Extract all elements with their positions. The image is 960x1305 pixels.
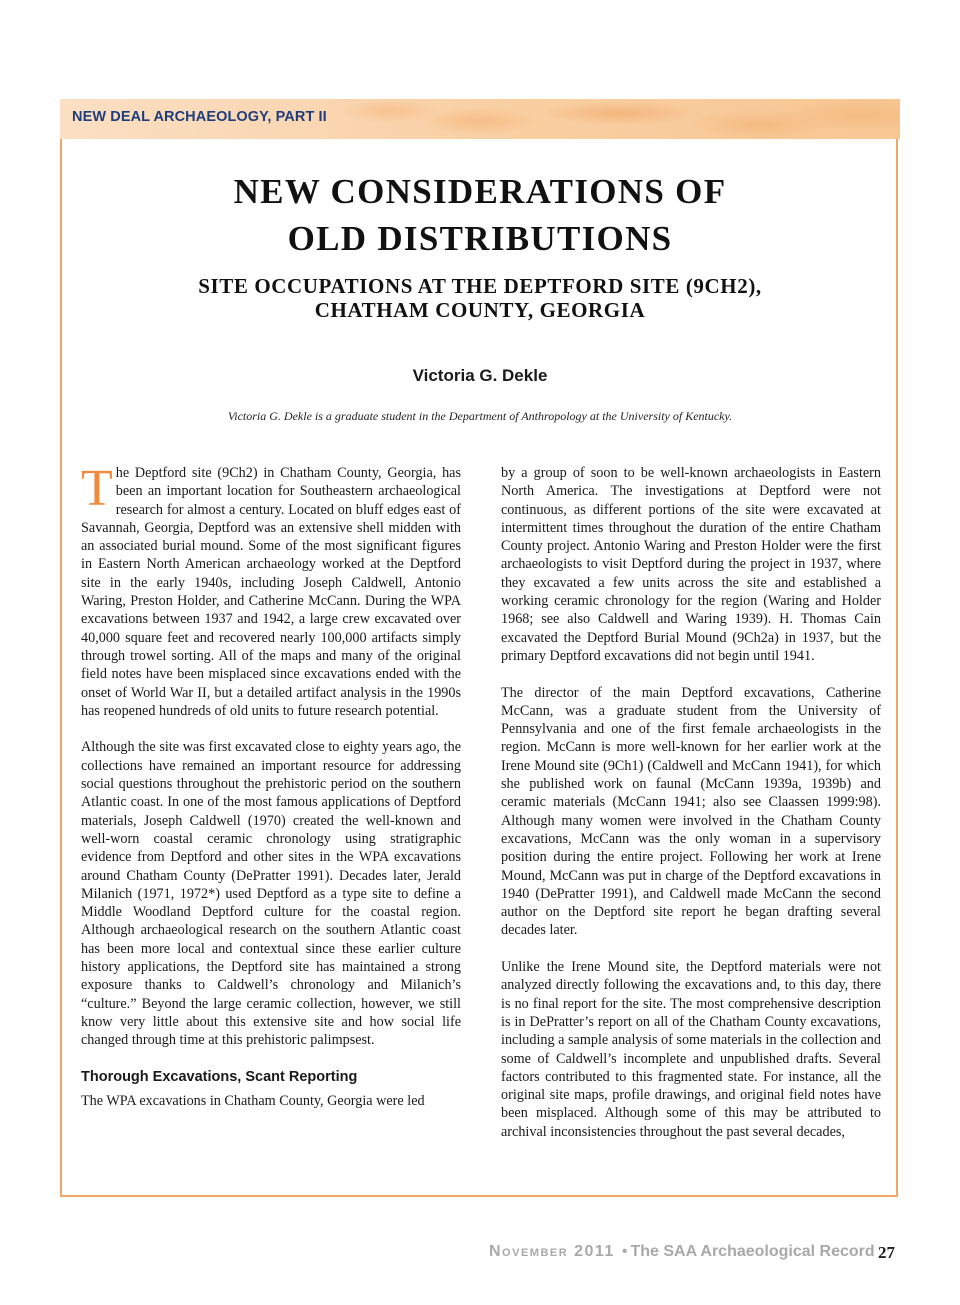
footer-journal-name: The SAA Archaeological Record (630, 1243, 875, 1260)
page-number: 27 (878, 1243, 895, 1262)
author-name: Victoria G. Dekle (412, 366, 548, 385)
paragraph-text: he Deptford site (9Ch2) in Chatham County, Georgia, has been an important location for Southeastern archaeological research for almost a century. Located on bluff edges east of Savannah, Georgia, Deptford was an extensive shell midden with an associated burial mound. Some of the most significant figures in Eastern North American archaeology worked at the Deptford site in the early 1940s, including Joseph Caldwell, Antonio Waring, Preston Holder, and Catherine McCann. During the WPA excavations between 1937 and 1942, a large crew excavated over 40,000 square feet and recovered nearly 100,000 artifacts simply through trowel sorting. All of the maps and many of the original field notes have been misplaced since excavations ended with the onset of World War II, but a detailed artifact analysis in the 1990s has reopened hundreds of old units to future research potential. (81, 465, 461, 719)
article-subtitle-line-1: SITE OCCUPATIONS AT THE DEPTFORD SITE (9CH2), (198, 274, 762, 298)
article-title-line-1: NEW CONSIDERATIONS OF (233, 172, 727, 211)
article-title-line-2: OLD DISTRIBUTIONS (287, 219, 673, 258)
paragraph: Unlike the Irene Mound site, the Deptford materials were not analyzed directly following the excavations and, to this day, there is no final report for the site. The most comprehensive description is in DePratter’s report on all of the Chatham County excavations, including a sample analysis of some materials in the collection and some of Caldwell’s incomplete and unpublished drafts. Several factors contributed to this fragmented state. For instance, all the original site maps, profile drawings, and original field notes have been misplaced. Although some of this may be attributed to archival inconsistencies throughout the past several decades, (501, 959, 881, 1140)
footer-issue-date: November 2011 (489, 1243, 615, 1260)
body-column-right (501, 464, 881, 1141)
author-affiliation: Victoria G. Dekle is a graduate student in the Department of Anthropology at the University of Kentucky. (227, 409, 733, 423)
paragraph: Although the site was first excavated close to eighty years ago, the collections have remained an important resource for addressing social questions throughout the prehistoric period on the southern Atlantic coast. In one of the most famous applications of Deptford materials, Joseph Caldwell (1970) created the well-known and well-worn coastal ceramic chronology using stratigraphic evidence from Deptford and other sites in the WPA excavations around Chatham County (DePratter 1991). Decades later, Jerald Milanich (1971, 1972*) used Deptford as a type site to define a Middle Woodland Deptford culture for the coastal region. Although archaeological research on the southern Atlantic coast has been more local and contextual since these earlier culture history applications, the Deptford site has maintained a strong exposure thanks to Caldwell’s chronology and Milanich’s “culture.” Beyond the large ceramic collection, however, we still know very little about this extensive site and how social life changed through time at this prehistoric palimpsest. (81, 739, 461, 1049)
drop-cap: T (81, 460, 113, 517)
paragraph: by a group of soon to be well-known archaeologists in Eastern North America. The investigations at Deptford were not continuous, as different portions of the site were excavated at intermittent times throughout the duration of the entire Chatham County project. Antonio Waring and Preston Holder were the first archaeologists to visit Deptford during the project in 1937, where they excavated a few units across the site and established a working ceramic chronology for the region (Waring and Holder 1968; see also Caldwell and Waring 1939). H. Thomas Cain excavated the Deptford Burial Mound (9Ch2a) in 1937, but the primary Deptford excavations did not begin until 1941. (501, 465, 881, 664)
section-banner (60, 99, 900, 139)
paragraph: The WPA excavations in Chatham County, Georgia were led (81, 1093, 425, 1110)
article-subtitle-line-2: CHATHAM COUNTY, GEORGIA (314, 298, 646, 322)
section-heading: Thorough Excavations, Scant Reporting (81, 1068, 358, 1085)
paragraph: The director of the main Deptford excavations, Catherine McCann, was a graduate student from the University of Pennsylvania and one of the first female archaeologists in the region. McCann is more well-known for her earlier work at the Irene Mound site (9Ch1) (Caldwell and McCann 1941), for which she published work on faunal (McCann 1939a, 1939b) and ceramic materials (McCann 1941; also see Claassen 1999:98). Although many women were involved in the Chatham County excavations, McCann was the only woman in a supervisory position during the entire project. Following her work at Irene Mound, McCann was put in charge of the Deptford excavations in 1940 (DePratter 1991), and Caldwell made McCann the second author on the Deptford site report he began drafting several decades later. (501, 684, 881, 939)
paragraph (81, 460, 461, 720)
banner-label: NEW DEAL ARCHAEOLOGY, PART II (72, 109, 327, 125)
page-footer (489, 1243, 875, 1261)
footer-bullet: • (621, 1243, 628, 1260)
body-column-left (81, 460, 461, 1110)
